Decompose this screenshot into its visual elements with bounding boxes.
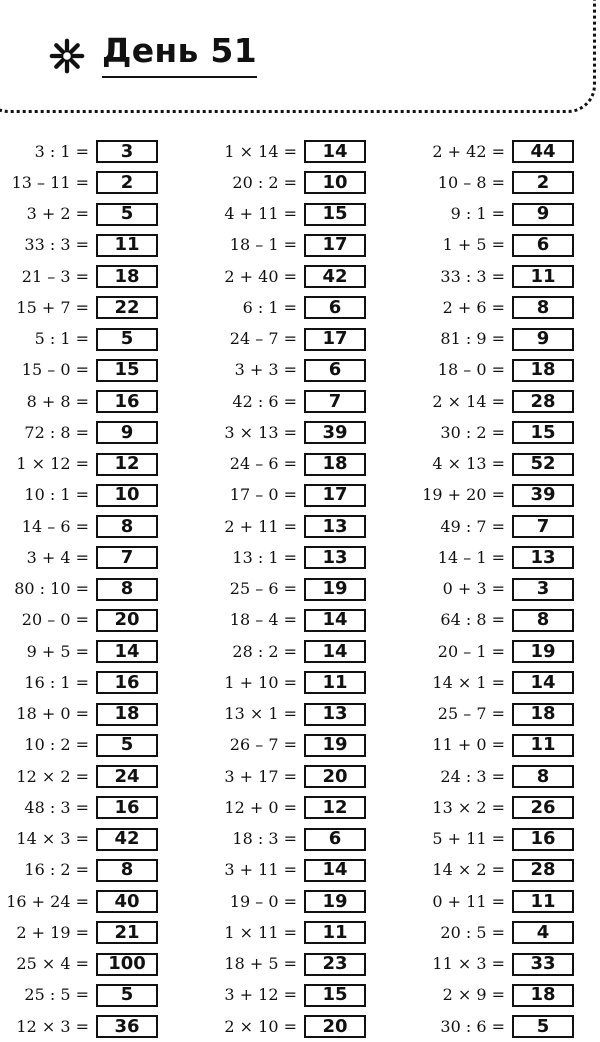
equation-row [208,386,366,417]
expression-text: 25 : 5 = [24,985,89,1005]
expression-text: 16 + 24 = [6,891,89,911]
equation-row [0,980,158,1011]
expression-text: 13 × 1 = [224,704,297,724]
answer-box: 28 [512,390,574,413]
expression-text: 26 – 7 = [229,735,297,755]
equation-column-3 [416,136,574,1042]
equation-row [0,761,158,792]
equation-row [416,449,574,480]
answer-box: 8 [512,609,574,632]
expression-text: 3 : 1 = [34,141,89,161]
answer-box: 9 [512,203,574,226]
answer-box: 8 [96,515,158,538]
answer-box: 19 [304,734,366,757]
expression-text: 1 × 14 = [224,141,297,161]
equation-row [0,824,158,855]
equation-row [416,761,574,792]
expression-text: 2 + 42 = [432,141,505,161]
answer-box: 11 [96,234,158,257]
expression-text: 25 – 6 = [229,579,297,599]
answer-box: 52 [512,453,574,476]
equation-row [0,324,158,355]
equation-row [208,136,366,167]
answer-box: 12 [304,796,366,819]
expression-text: 9 + 5 = [26,641,89,661]
answer-box: 9 [512,328,574,351]
expression-text: 33 : 3 = [440,266,505,286]
expression-text: 3 + 2 = [26,204,89,224]
equation-row [0,636,158,667]
answer-box: 42 [96,828,158,851]
expression-text: 30 : 2 = [440,422,505,442]
expression-text: 14 – 6 = [21,516,89,536]
expression-text: 3 + 12 = [224,985,297,1005]
equation-row [208,667,366,698]
equation-row [208,636,366,667]
equation-row [416,511,574,542]
expression-text: 3 + 11 = [224,860,297,880]
expression-text: 2 × 10 = [224,1016,297,1036]
equation-row [208,855,366,886]
equation-row [208,417,366,448]
answer-box: 10 [304,171,366,194]
answer-box: 14 [512,671,574,694]
equation-row [208,917,366,948]
expression-text: 18 + 0 = [16,704,89,724]
answer-box: 7 [96,546,158,569]
equation-row [416,636,574,667]
equation-row [208,542,366,573]
answer-box: 44 [512,140,574,163]
answer-box: 8 [512,765,574,788]
equation-row [0,292,158,323]
answer-box: 14 [96,640,158,663]
expression-text: 3 × 13 = [224,422,297,442]
equation-row [416,136,574,167]
expression-text: 2 × 14 = [432,391,505,411]
answer-box: 2 [96,171,158,194]
expression-text: 42 : 6 = [232,391,297,411]
equation-row [416,1011,574,1042]
answer-box: 12 [96,453,158,476]
expression-text: 3 + 4 = [26,547,89,567]
expression-text: 33 : 3 = [24,235,89,255]
equation-row [416,167,574,198]
equation-row [208,261,366,292]
answer-box: 3 [96,140,158,163]
equation-row [0,480,158,511]
equation-row [0,386,158,417]
answer-box: 23 [304,953,366,976]
equation-row [208,949,366,980]
expression-text: 18 : 3 = [232,829,297,849]
equation-row [208,605,366,636]
expression-text: 8 + 8 = [26,391,89,411]
answer-box: 19 [304,890,366,913]
equation-row [208,886,366,917]
equation-row [0,855,158,886]
expression-text: 5 : 1 = [34,329,89,349]
expression-text: 30 : 6 = [440,1016,505,1036]
answer-box: 4 [512,921,574,944]
day-header [48,31,257,78]
answer-box: 9 [96,421,158,444]
answer-box: 7 [512,515,574,538]
equation-row [416,355,574,386]
expression-text: 19 + 20 = [422,485,505,505]
answer-box: 11 [512,265,574,288]
expression-text: 3 + 3 = [234,360,297,380]
answer-box: 19 [512,640,574,663]
expression-text: 9 : 1 = [450,204,505,224]
equation-row [416,730,574,761]
answer-box: 16 [96,390,158,413]
answer-box: 19 [304,578,366,601]
equation-row [416,886,574,917]
answer-box: 17 [304,484,366,507]
equation-row [208,699,366,730]
equation-row [208,980,366,1011]
equation-row [0,511,158,542]
answer-box: 6 [304,359,366,382]
answer-box: 20 [96,609,158,632]
equation-row [416,480,574,511]
answer-box: 5 [96,203,158,226]
equation-row [208,355,366,386]
equation-row [0,136,158,167]
equation-row [416,574,574,605]
answer-box: 2 [512,171,574,194]
equation-row [208,230,366,261]
equation-row [0,574,158,605]
answer-box: 14 [304,859,366,882]
equation-row [0,199,158,230]
answer-box: 18 [512,984,574,1007]
answer-box: 18 [512,359,574,382]
answer-box: 18 [96,265,158,288]
expression-text: 10 : 1 = [24,485,89,505]
equation-row [416,605,574,636]
equation-row [0,417,158,448]
expression-text: 20 – 0 = [21,610,89,630]
expression-text: 11 × 3 = [432,954,505,974]
answer-box: 16 [96,796,158,819]
expression-text: 18 + 5 = [224,954,297,974]
equation-row [208,292,366,323]
answer-box: 13 [512,546,574,569]
answer-box: 15 [304,984,366,1007]
equation-row [0,449,158,480]
expression-text: 18 – 0 = [437,360,505,380]
expression-text: 25 × 4 = [16,954,89,974]
expression-text: 15 – 0 = [21,360,89,380]
equation-row [0,542,158,573]
equation-row [0,917,158,948]
equation-row [416,917,574,948]
page-title: День 51 [102,34,257,78]
answer-box: 11 [304,921,366,944]
equation-row [0,667,158,698]
equation-row [416,324,574,355]
answer-box: 22 [96,296,158,319]
answer-box: 16 [96,671,158,694]
answer-box: 18 [96,703,158,726]
answer-box: 42 [304,265,366,288]
expression-text: 6 : 1 = [242,297,297,317]
answer-box: 100 [96,953,158,976]
equation-row [208,324,366,355]
equation-row [416,199,574,230]
equation-row [208,199,366,230]
equation-row [0,730,158,761]
expression-text: 20 : 5 = [440,922,505,942]
equation-row [416,855,574,886]
answer-box: 13 [304,703,366,726]
answer-box: 10 [96,484,158,507]
answer-box: 36 [96,1015,158,1038]
answer-box: 5 [96,734,158,757]
equation-row [208,761,366,792]
expression-text: 12 × 3 = [16,1016,89,1036]
equation-row [416,542,574,573]
equation-row [416,417,574,448]
answer-box: 15 [304,203,366,226]
expression-text: 16 : 1 = [24,672,89,692]
expression-text: 21 – 3 = [21,266,89,286]
answer-box: 33 [512,953,574,976]
answer-box: 20 [304,1015,366,1038]
equation-row [0,261,158,292]
equation-row [416,261,574,292]
answer-box: 20 [304,765,366,788]
expression-text: 14 × 3 = [16,829,89,849]
answer-box: 40 [96,890,158,913]
expression-text: 14 × 1 = [432,672,505,692]
answer-box: 11 [512,890,574,913]
asterisk-icon [48,37,86,75]
answer-box: 7 [304,390,366,413]
equation-row [0,1011,158,1042]
expression-text: 5 + 11 = [432,829,505,849]
expression-text: 28 : 2 = [232,641,297,661]
answer-box: 8 [512,296,574,319]
answer-box: 6 [304,828,366,851]
equation-row [208,792,366,823]
equation-column-1 [0,136,158,1042]
answer-box: 18 [304,453,366,476]
equation-row [416,667,574,698]
equation-row [0,699,158,730]
answer-box: 14 [304,140,366,163]
expression-text: 12 + 0 = [224,797,297,817]
answer-box: 14 [304,609,366,632]
expression-text: 2 + 11 = [224,516,297,536]
equation-columns [0,136,600,1038]
expression-text: 20 : 2 = [232,172,297,192]
answer-box: 5 [96,984,158,1007]
equation-row [208,730,366,761]
expression-text: 10 : 2 = [24,735,89,755]
expression-text: 4 + 11 = [224,204,297,224]
equation-row [416,699,574,730]
equation-row [208,824,366,855]
equation-row [208,511,366,542]
answer-box: 8 [96,859,158,882]
equation-row [208,574,366,605]
equation-row [208,449,366,480]
expression-text: 24 – 6 = [229,454,297,474]
equation-row [416,230,574,261]
answer-box: 5 [512,1015,574,1038]
expression-text: 1 × 12 = [16,454,89,474]
expression-text: 72 : 8 = [24,422,89,442]
expression-text: 1 + 5 = [442,235,505,255]
expression-text: 2 + 6 = [442,297,505,317]
expression-text: 2 + 40 = [224,266,297,286]
equation-row [0,792,158,823]
answer-box: 6 [304,296,366,319]
answer-box: 39 [512,484,574,507]
equation-row [0,230,158,261]
expression-text: 80 : 10 = [14,579,89,599]
expression-text: 49 : 7 = [440,516,505,536]
expression-text: 1 + 10 = [224,672,297,692]
equation-row [208,1011,366,1042]
answer-box: 21 [96,921,158,944]
expression-text: 81 : 9 = [440,329,505,349]
equation-row [416,792,574,823]
equation-row [416,386,574,417]
answer-box: 13 [304,515,366,538]
answer-box: 17 [304,328,366,351]
expression-text: 13 : 1 = [232,547,297,567]
answer-box: 5 [96,328,158,351]
expression-text: 24 – 7 = [229,329,297,349]
expression-text: 13 × 2 = [432,797,505,817]
equation-row [0,949,158,980]
answer-box: 3 [512,578,574,601]
expression-text: 17 – 0 = [229,485,297,505]
expression-text: 11 + 0 = [432,735,505,755]
expression-text: 15 + 7 = [16,297,89,317]
answer-box: 14 [304,640,366,663]
equation-column-2 [208,136,366,1042]
expression-text: 14 – 1 = [437,547,505,567]
expression-text: 24 : 3 = [440,766,505,786]
equation-row [208,167,366,198]
expression-text: 18 – 1 = [229,235,297,255]
expression-text: 3 + 17 = [224,766,297,786]
expression-text: 10 – 8 = [437,172,505,192]
expression-text: 0 + 3 = [442,579,505,599]
equation-row [416,949,574,980]
answer-box: 11 [304,671,366,694]
expression-text: 2 + 19 = [16,922,89,942]
expression-text: 64 : 8 = [440,610,505,630]
expression-text: 20 – 1 = [437,641,505,661]
answer-box: 13 [304,546,366,569]
equation-row [0,605,158,636]
expression-text: 19 – 0 = [229,891,297,911]
answer-box: 8 [96,578,158,601]
expression-text: 14 × 2 = [432,860,505,880]
equation-row [416,824,574,855]
expression-text: 25 – 7 = [437,704,505,724]
expression-text: 16 : 2 = [24,860,89,880]
expression-text: 18 – 4 = [229,610,297,630]
equation-row [0,167,158,198]
answer-box: 16 [512,828,574,851]
answer-box: 24 [96,765,158,788]
answer-box: 17 [304,234,366,257]
expression-text: 12 × 2 = [16,766,89,786]
equation-row [416,292,574,323]
expression-text: 13 – 11 = [11,172,89,192]
expression-text: 4 × 13 = [432,454,505,474]
equation-row [0,355,158,386]
answer-box: 26 [512,796,574,819]
answer-box: 28 [512,859,574,882]
answer-box: 11 [512,734,574,757]
equation-row [416,980,574,1011]
expression-text: 2 × 9 = [442,985,505,1005]
expression-text: 48 : 3 = [24,797,89,817]
answer-box: 6 [512,234,574,257]
answer-box: 39 [304,421,366,444]
answer-box: 18 [512,703,574,726]
equation-row [0,886,158,917]
expression-text: 1 × 11 = [224,922,297,942]
answer-box: 15 [512,421,574,444]
expression-text: 0 + 11 = [432,891,505,911]
equation-row [208,480,366,511]
answer-box: 15 [96,359,158,382]
